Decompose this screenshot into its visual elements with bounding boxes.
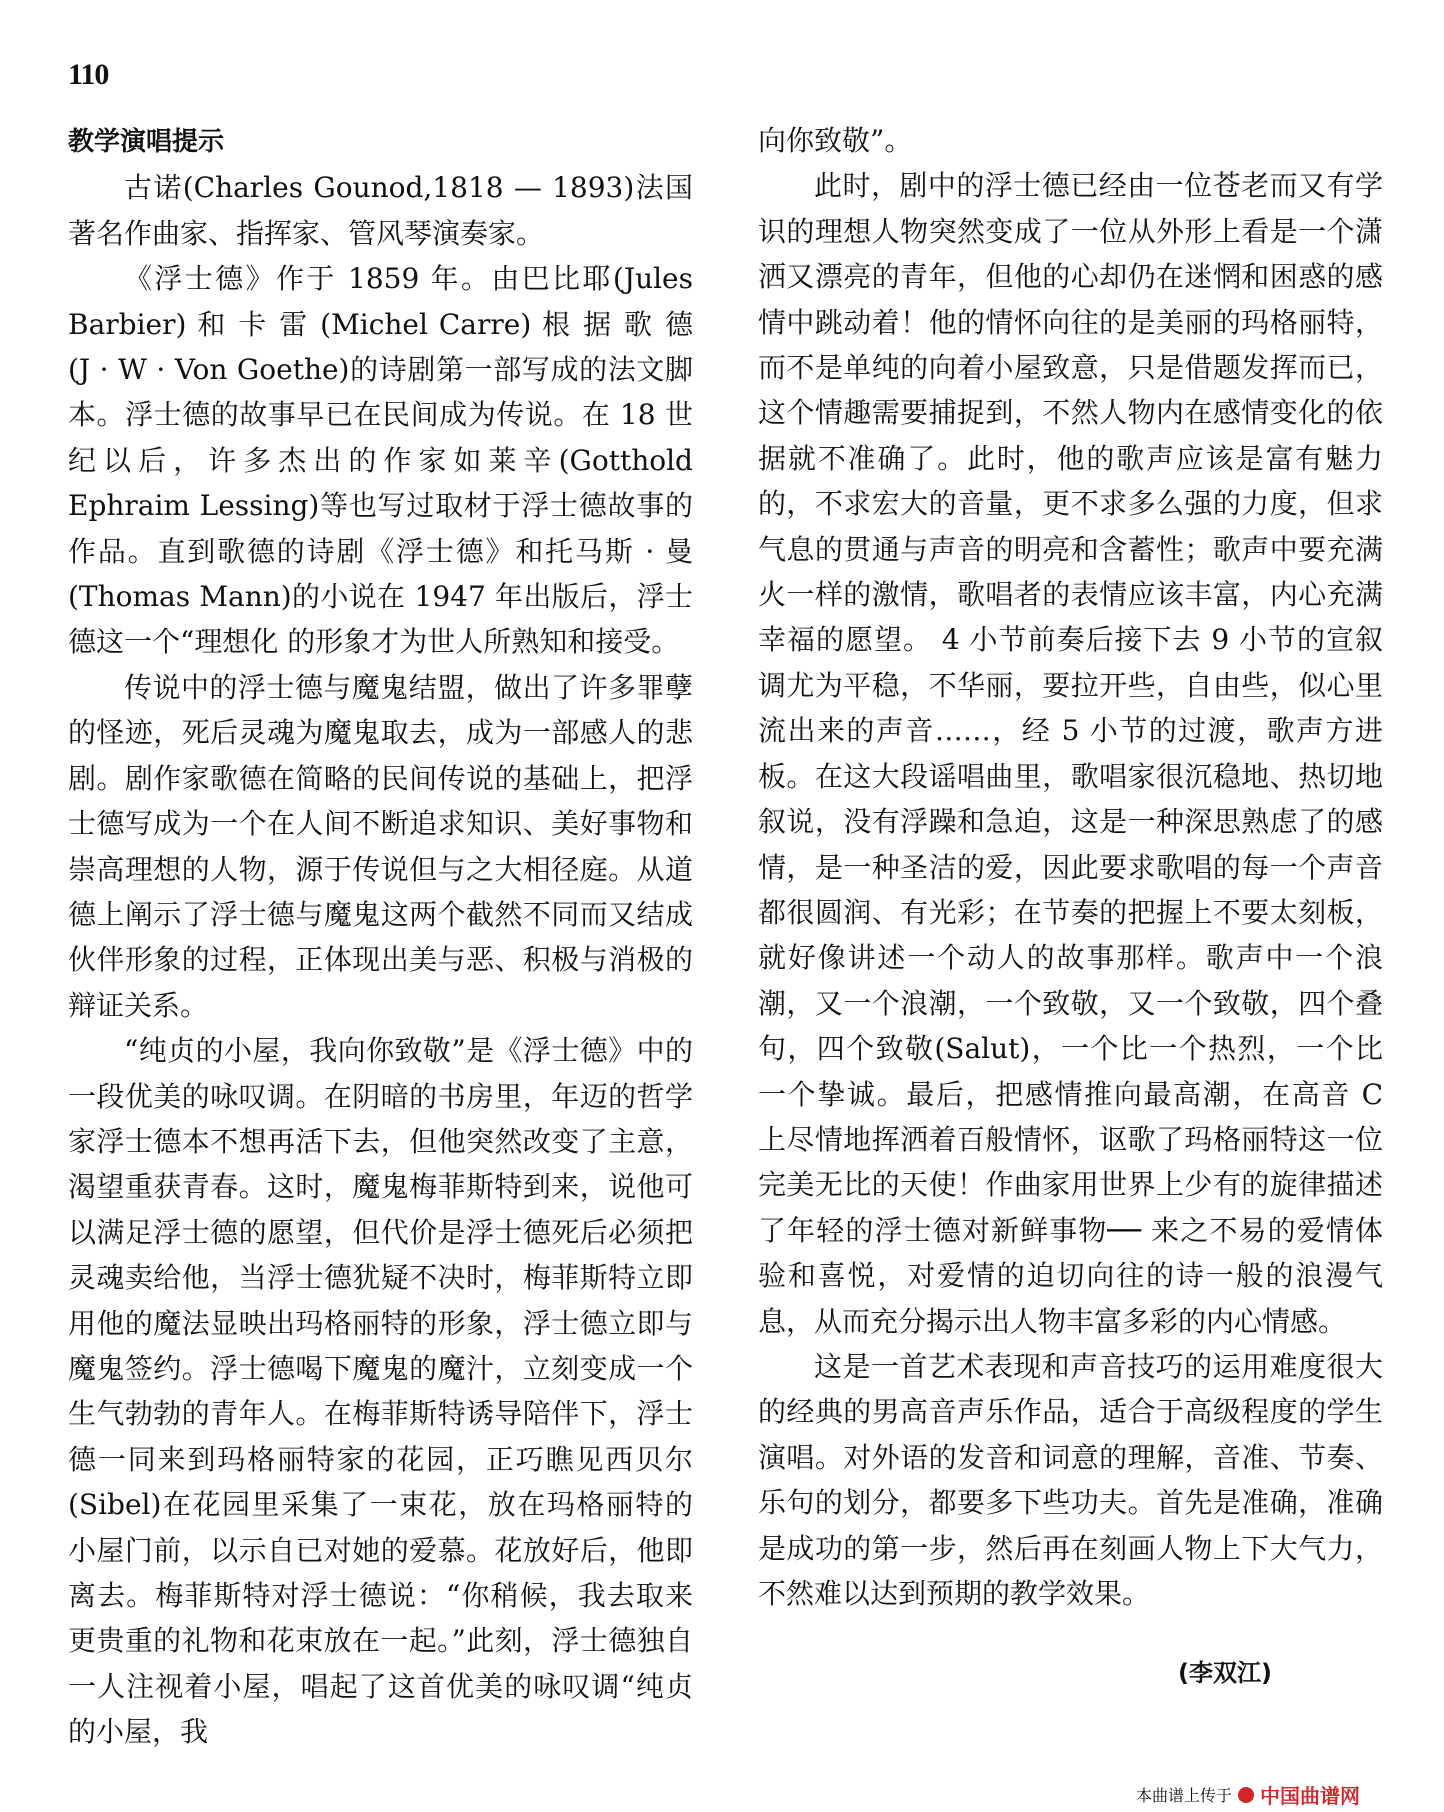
paragraph: “纯贞的小屋，我向你致敬”是《浮士德》中的一段优美的咏叹调。在阴暗的书房里，年迈的哲学家浮士德本不想再活下去，但他突然改变了主意，渴望重获青春。这时，魔鬼梅菲斯特到来，说他可以满足浮士德的愿望，但代价是浮士德死后必须把灵魂卖给他，当浮士德犹疑不决时，梅菲斯特立即用他的魔法显映出玛格丽特的形象，浮士德立即与魔鬼签约。浮士德喝下魔鬼的魔汁，立刻变成一个生气勃勃的青年人。在梅菲斯特诱导陪伴下，浮士德一同来到玛格丽特家的花园，正巧瞧见西贝尔(Sibel)在花园里采集了一束花，放在玛格丽特的小屋门前，以示自已对她的爱慕。花放好后，他即离去。梅菲斯特对浮士德说：“你稍候，我去取来更贵重的礼物和花束放在一起。”此刻，浮士德独自一人注视着小屋，唱起了这首优美的咏叹调“纯贞的小屋，我 bbox=[68, 1034, 693, 1749]
paragraph: 此时，剧中的浮士德已经由一位苍老而又有学识的理想人物突然变成了一位从外形上看是一个潇洒又漂亮的青年，但他的心却仍在迷惘和困惑的感情中跳动着！他的情怀向往的是美丽的玛格丽特，而不是单纯的向着小屋致意，只是借题发挥而已，这个情趣需要捕捉到，不然人物内在感情变化的依据就不准确了。此时，他的歌声应该是富有魅力的，不求宏大的音量，更不求多么强的力度，但求气息的贯通与声音的明亮和含蓄性；歌声中要充满火一样的激情，歌唱者的表情应该丰富，内心充满幸福的愿望。 4 小节前奏后接下去 9 小节的宣叙调尤为平稳，不华丽，要拉开些，自由些，似心里流出来的声音……，经 5 小节的过渡，歌声方进板。在这大段谣唱曲里，歌唱家很沉稳地、热切地叙说，没有浮躁和急迫，这是一种深思熟虑了的感情，是一种圣洁的爱，因此要求歌唱的每一个声音都很圆润、有光彩；在节奏的把握上不要太刻板，就好像讲述一个动人的故事那样。歌声中一个浪潮，又一个浪潮，一个致敬，又一个致敬，四个叠句，四个致敬(Salut)，一个比一个热烈，一个比一个挚诚。最后，把感情推向最高潮，在高音 C 上尽情地挥洒着百般情怀，讴歌了玛格丽特这一位完美无比的天使！作曲家用世界上少有的旋律描述了年轻的浮士德对新鲜事物── 来之不易的爱情体验和喜悦，对爱情的迫切向往的诗一般的浪漫气息，从而充分揭示出人物丰富多彩的内心情感。 bbox=[758, 169, 1383, 1338]
paragraph: 向你致敬”。 bbox=[758, 124, 913, 157]
site-logo-icon bbox=[1238, 1787, 1254, 1803]
page-number: 110 bbox=[68, 58, 109, 91]
paragraph: 《浮士德》作于 1859 年。由巴比耶(Jules Barbier) 和 卡 雷 (Michel Carre) 根 据 歌 德 (J · W · Von Goethe)的诗剧第一部写成的法文脚本。浮士德的故事早已在民间成为传说。在 18 世纪以后，许多杰出的作家如莱辛(Gotthold Ephraim Lessing)等也写过取材于浮士德故事的作品。直到歌德的诗剧《浮士德》和托马斯 · 曼(Thomas Mann)的小说在 1947 年出版后，浮士德这一个“理想化 的形象才为世人所熟知和接受。 bbox=[68, 262, 693, 659]
paragraph: 古诺(Charles Gounod,1818 — 1893)法国著名作曲家、指挥家、管风琴演奏家。 bbox=[68, 171, 693, 250]
section-title: 教学演唱提示 bbox=[68, 127, 225, 157]
paragraph: 这是一首艺术表现和声音技巧的运用难度很大的经典的男高音声乐作品，适合于高级程度的学生演唱。对外语的发音和词意的理解，音准、节奏、乐句的划分，都要多下些功夫。首先是准确，准确是成功的第一步，然后再在刻画人物上下大气力，不然难以达到预期的教学效果。 bbox=[758, 1349, 1383, 1610]
site-logo-text: 中国曲谱网 bbox=[1260, 1784, 1361, 1808]
paragraph: 传说中的浮士德与魔鬼结盟，做出了许多罪孽的怪迹，死后灵魂为魔鬼取去，成为一部感人的悲剧。剧作家歌德在简略的民间传说的基础上，把浮士德写成为一个在人间不断追求知识、美好事物和崇高理想的人物，源于传说但与之大相径庭。从道德上阐示了浮士德与魔鬼这两个截然不同而又结成伙伴形象的过程，正体现出美与恶、积极与消极的辩证关系。 bbox=[68, 670, 693, 1022]
footer-text: 本曲谱上传于 bbox=[1136, 1786, 1233, 1805]
footer-watermark bbox=[1136, 1780, 1360, 1809]
author-signature: (李双江) bbox=[1178, 1659, 1272, 1687]
left-column bbox=[68, 120, 693, 1755]
right-column bbox=[758, 118, 1383, 1616]
